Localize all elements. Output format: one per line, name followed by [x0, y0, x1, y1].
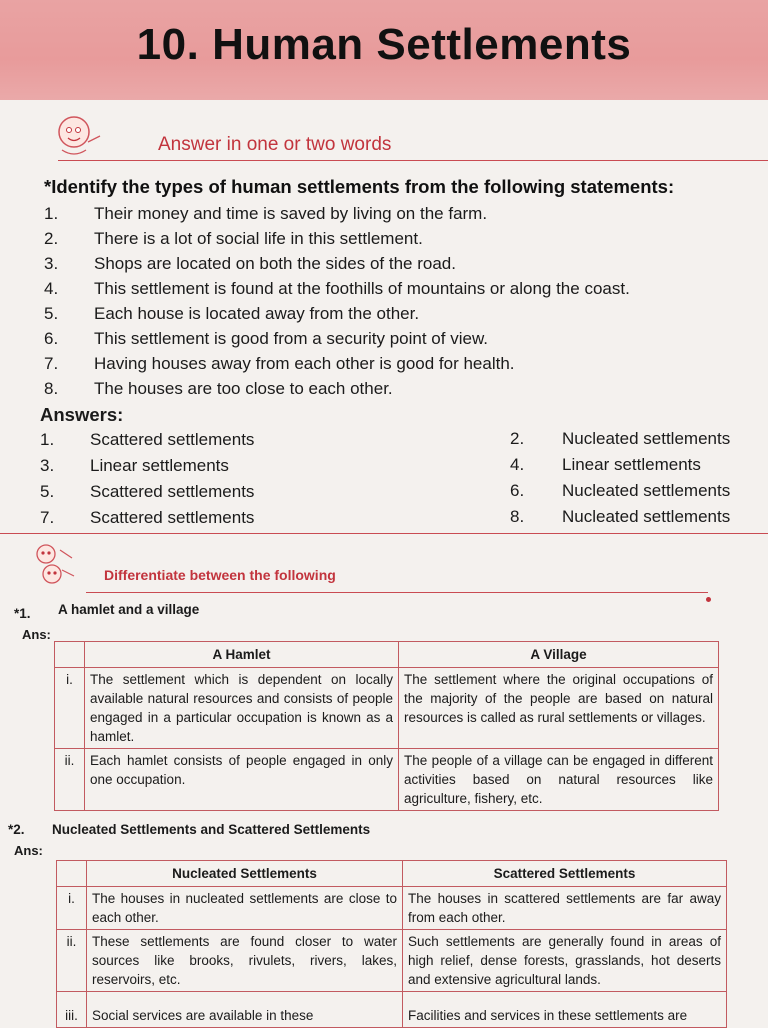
list-item — [44, 226, 744, 251]
answer-number: 2. — [510, 429, 525, 448]
answer-text: Nucleated settlements — [562, 429, 731, 448]
mascot-pair-icon — [30, 540, 80, 588]
section-rule — [86, 592, 708, 593]
section-rule — [58, 160, 768, 161]
section-heading-one-word: Answer in one or two words — [158, 134, 392, 155]
row-number: i. — [57, 887, 87, 930]
table-header-cell: Nucleated Settlements — [87, 861, 403, 887]
question-text: Each house is located away from the other. — [94, 304, 420, 323]
table-cell: The settlement which is dependent on locally available natural resources and consists of people engaged in a particular occupation is known as a hamlet. — [85, 668, 399, 749]
answer-number: 4. — [510, 455, 525, 474]
question-number: 3. — [44, 254, 59, 273]
question-number: 8. — [44, 379, 59, 398]
section-heading-differentiate: Differentiate between the following — [104, 567, 336, 583]
table-header-row — [55, 642, 719, 668]
table-row — [55, 749, 719, 811]
answer-item — [510, 452, 760, 478]
row-number: ii. — [55, 749, 85, 811]
table-header-cell: A Hamlet — [85, 642, 399, 668]
list-item — [44, 201, 744, 226]
section-divider — [0, 533, 768, 538]
answer-text: Scattered settlements — [90, 430, 255, 449]
question-number: 2. — [44, 229, 59, 248]
table-header-cell: A Village — [399, 642, 719, 668]
list-item — [44, 351, 744, 376]
table-cell: These settlements are found closer to water sources like brooks, rivulets, rivers, lakes, reservoirs, etc. — [87, 930, 403, 992]
list-item — [44, 276, 744, 301]
question-text: Shops are located on both the sides of the road. — [94, 254, 456, 273]
table-header-row — [57, 861, 727, 887]
question-number: *1. — [14, 606, 31, 621]
answer-number: 8. — [510, 507, 525, 526]
question-title: Nucleated Settlements and Scattered Settlements — [52, 822, 371, 837]
question-text: This settlement is good from a security point of view. — [94, 329, 489, 348]
table-row — [57, 887, 727, 930]
question-number: 7. — [44, 354, 59, 373]
answer-text: Linear settlements — [562, 455, 701, 474]
row-number: i. — [55, 668, 85, 749]
answer-item — [40, 505, 340, 531]
answer-text: Scattered settlements — [90, 508, 255, 527]
rule-end-dot — [706, 597, 711, 602]
table-cell: The people of a village can be engaged in different activities based on natural resources like agriculture, fishery, etc. — [399, 749, 719, 811]
table-row — [57, 992, 727, 1028]
answers-title: Answers: — [40, 404, 124, 425]
row-number: iii. — [57, 992, 87, 1028]
question-text: Having houses away from each other is good for health. — [94, 354, 515, 373]
table-cell: Facilities and services in these settlements are — [403, 992, 727, 1028]
comparison-table-hamlet-village — [54, 641, 719, 811]
row-number: ii. — [57, 930, 87, 992]
question-title: A hamlet and a village — [58, 602, 200, 617]
ans-label: Ans: — [22, 627, 51, 642]
answer-item — [510, 426, 760, 452]
table-cell: The settlement where the original occupations of the majority of the people are based on natural resources is called as rural settlements or villages. — [399, 668, 719, 749]
answer-text: Scattered settlements — [90, 482, 255, 501]
question-text: This settlement is found at the foothills of mountains or along the coast. — [94, 279, 630, 298]
answer-number: 6. — [510, 481, 525, 500]
question-list — [44, 201, 744, 401]
answer-item — [40, 453, 340, 479]
table-row — [55, 668, 719, 749]
table-cell: Such settlements are generally found in areas of high relief, dense forests, grasslands, hot deserts and extensive agricultural lands. — [403, 930, 727, 992]
answer-item — [510, 504, 760, 530]
question-number: 5. — [44, 304, 59, 323]
question-number: 1. — [44, 204, 59, 223]
question-text: The houses are too close to each other. — [94, 379, 393, 398]
instruction-heading: *Identify the types of human settlements from the following statements: — [44, 176, 675, 197]
ans-label: Ans: — [14, 843, 43, 858]
table-cell: The houses in nucleated settlements are close to each other. — [87, 887, 403, 930]
list-item — [44, 301, 744, 326]
table-cell: Social services are available in these — [87, 992, 403, 1028]
answer-item — [40, 427, 340, 453]
question-text: There is a lot of social life in this settlement. — [94, 229, 423, 248]
table-header-cell — [57, 861, 87, 887]
comparison-table-nucleated-scattered — [56, 860, 727, 1028]
table-row — [57, 930, 727, 992]
answer-number: 1. — [40, 430, 55, 449]
question-text: Their money and time is saved by living on the farm. — [94, 204, 488, 223]
list-item — [44, 376, 744, 401]
table-cell: Each hamlet consists of people engaged in only one occupation. — [85, 749, 399, 811]
table-header-cell: Scattered Settlements — [403, 861, 727, 887]
answer-item — [40, 479, 340, 505]
answer-item — [510, 478, 760, 504]
mascot-icon — [52, 112, 108, 162]
question-number: 4. — [44, 279, 59, 298]
answer-text: Nucleated settlements — [562, 507, 731, 526]
table-cell: The houses in scattered settlements are far away from each other. — [403, 887, 727, 930]
question-number: 6. — [44, 329, 59, 348]
answer-text: Nucleated settlements — [562, 481, 731, 500]
question-number: *2. — [8, 822, 25, 837]
chapter-title: 10. Human Settlements — [136, 20, 632, 69]
answer-text: Linear settlements — [90, 456, 229, 475]
answer-number: 7. — [40, 508, 55, 527]
list-item — [44, 251, 744, 276]
answer-number: 5. — [40, 482, 55, 501]
answer-number: 3. — [40, 456, 55, 475]
table-header-cell — [55, 642, 85, 668]
list-item — [44, 326, 744, 351]
